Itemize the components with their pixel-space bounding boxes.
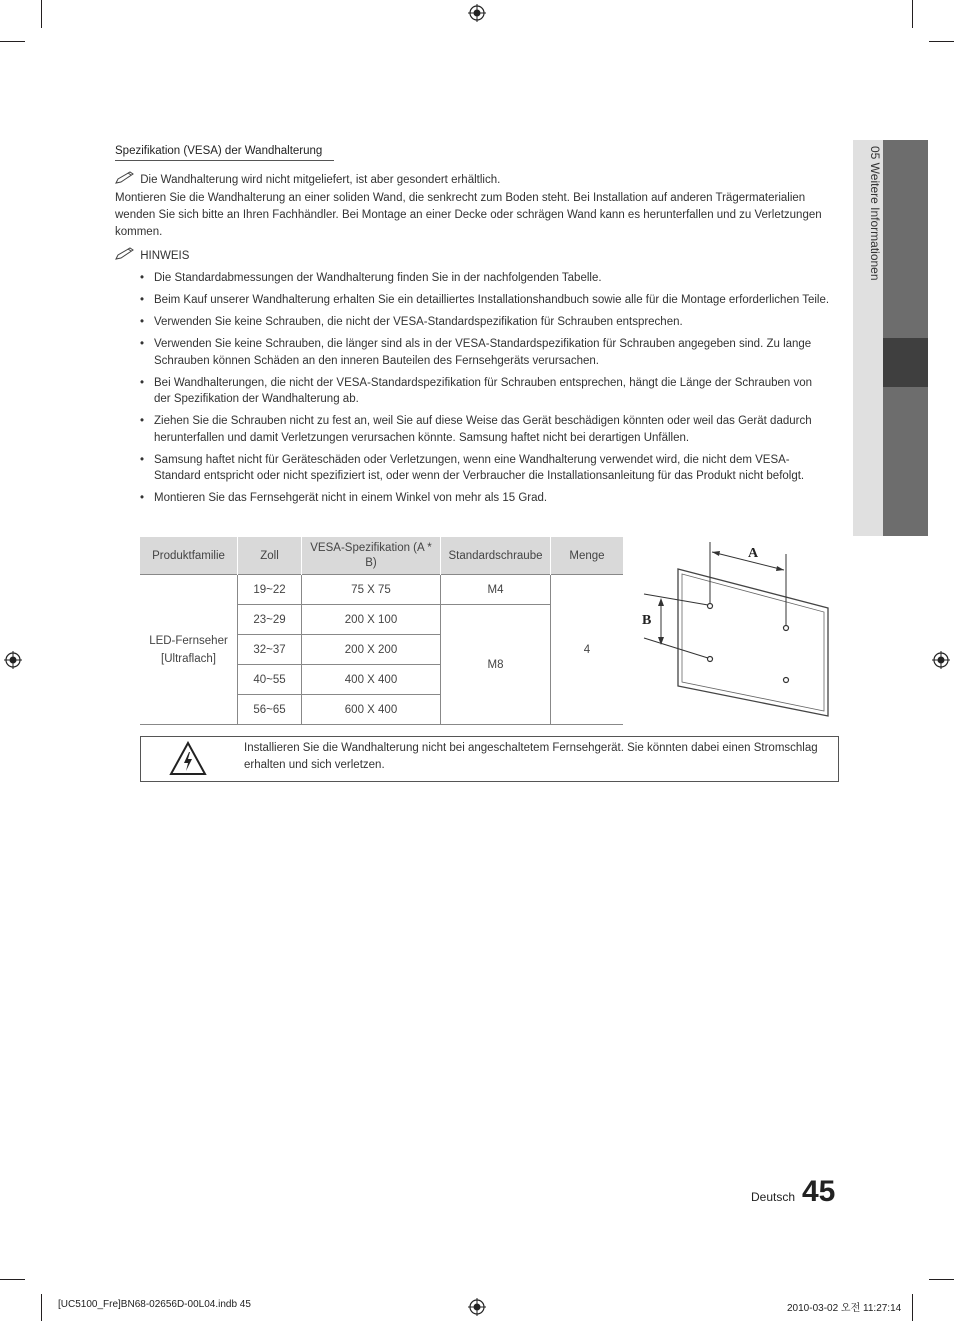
registration-mark-icon — [468, 4, 486, 22]
column-header: Zoll — [238, 537, 302, 575]
section-title: Spezifikation (VESA) der Wandhalterung — [115, 145, 334, 161]
high-voltage-warning-icon — [169, 741, 207, 776]
list-item: • Ziehen Sie die Schrauben nicht zu fest an, weil Sie auf diese Weise das Gerät beschädigen könnten oder weil das Gerät dadurch herunterfallen und damit Verletzungen verursachen könnte. Samsung haftet nicht bei derartigen Unfällen. — [140, 415, 812, 444]
registration-mark-icon — [932, 651, 950, 669]
page-number: 45 — [802, 1175, 836, 1208]
table-cell: 23~29 — [238, 605, 302, 635]
column-header: Standardschraube — [441, 537, 551, 575]
hinweis-heading — [115, 247, 189, 265]
note-text: Die Wandhalterung wird nicht mitgeliefert, ist aber gesondert erhältlich. — [140, 174, 501, 186]
crop-mark — [41, 1294, 42, 1321]
page-language: Deutsch — [751, 1190, 796, 1204]
wall-mount-diagram — [640, 540, 835, 722]
note-pencil-icon — [115, 171, 137, 185]
table-cell: 400 X 400 — [302, 665, 441, 695]
table-cell: 40~55 — [238, 665, 302, 695]
registration-mark-icon — [468, 1298, 486, 1316]
vesa-spec-table — [140, 537, 623, 725]
table-cell: 200 X 100 — [302, 605, 441, 635]
list-item: • Die Standardabmessungen der Wandhalterung finden Sie in der nachfolgenden Tabelle. — [140, 272, 602, 284]
label-a: A — [748, 546, 759, 561]
crop-mark — [929, 1279, 954, 1280]
table-cell: 200 X 200 — [302, 635, 441, 665]
footer-timestamp: 2010-03-02 오전 11:27:14 — [787, 1303, 902, 1314]
table-cell: 19~22 — [238, 575, 302, 605]
hinweis-bullet-list — [138, 270, 830, 512]
crop-mark — [912, 0, 913, 28]
list-item: • Montieren Sie das Fernsehgerät nicht in einem Winkel von mehr als 15 Grad. — [140, 492, 548, 504]
table-cell: 600 X 400 — [302, 695, 441, 725]
table-cell: 32~37 — [238, 635, 302, 665]
registration-mark-icon — [4, 651, 22, 669]
note-line — [115, 171, 500, 189]
crop-mark — [929, 41, 954, 42]
quantity-cell: 4 — [551, 575, 624, 725]
list-item: • Verwenden Sie keine Schrauben, die länger sind als in der VESA-Standardspezifikation für Schrauben angegeben sind. Zu lange Schrauben können Schäden an den inneren Bauteilen des Fernsehgeräts verursachen. — [140, 338, 812, 367]
warning-text: Installieren Sie die Wandhalterung nicht bei angeschaltetem Fernsehgerät. Sie könnten dabei einen Stromschlag erhalten und sich verletzen. — [244, 742, 818, 771]
crop-mark — [0, 1279, 25, 1280]
crop-mark — [912, 1294, 913, 1321]
label-b: B — [642, 613, 652, 628]
column-header: VESA-Spezifikation (A * B) — [302, 537, 441, 575]
column-header: Menge — [551, 537, 624, 575]
column-header: Produktfamilie — [140, 537, 238, 575]
hinweis-label: HINWEIS — [140, 250, 190, 262]
list-item: • Bei Wandhalterungen, die nicht der VESA-Standardspezifikation für Schrauben entsprechen, hängt die Länge der Schrauben von der Spezifikation der Wandhalterung ab. — [140, 376, 813, 405]
table-header-row — [140, 537, 623, 575]
product-family-cell: LED-Fernseher [Ultraflach] — [140, 575, 238, 725]
crop-mark — [0, 41, 25, 42]
list-item: • Samsung haftet nicht für Geräteschäden oder Verletzungen, wenn eine Wandhalterung verwendet wird, die nicht dem VESA-Standard entspricht oder nicht spezifiziert ist, oder wenn der Verbraucher die Installationsanleitung für das Produkt nicht befolgt. — [140, 453, 805, 482]
intro-paragraph: Montieren Sie die Wandhalterung an einer soliden Wand, die senkrecht zum Boden steht. Bei Installation auf anderen Trägermaterialien wenden Sie sich bitte an Ihren Fachhändler. Bei Montage an einer Decke oder schrägen Wand kann es herunterfallen und zu Verletzungen kommen. — [115, 192, 822, 238]
list-item: • Beim Kauf unserer Wandhalterung erhalten Sie ein detailliertes Installationshandbuch sowie alle für die Montage erforderlichen Teile. — [140, 294, 830, 306]
table-cell: 56~65 — [238, 695, 302, 725]
note-pencil-icon — [115, 247, 137, 261]
table-cell: M4 — [441, 575, 551, 605]
table-cell: M8 — [441, 605, 551, 725]
table-cell: 75 X 75 — [302, 575, 441, 605]
side-tab-active-marker — [883, 338, 928, 387]
side-tab-label: 05 Weitere Informationen — [868, 146, 882, 281]
crop-mark — [41, 0, 42, 28]
footer-file-info: [UC5100_Fre]BN68-02656D-00L04.indb 45 — [58, 1299, 251, 1310]
list-item: • Verwenden Sie keine Schrauben, die nicht der VESA-Standardspezifikation für Schrauben entsprechen. — [140, 316, 683, 328]
table-row — [140, 575, 623, 605]
